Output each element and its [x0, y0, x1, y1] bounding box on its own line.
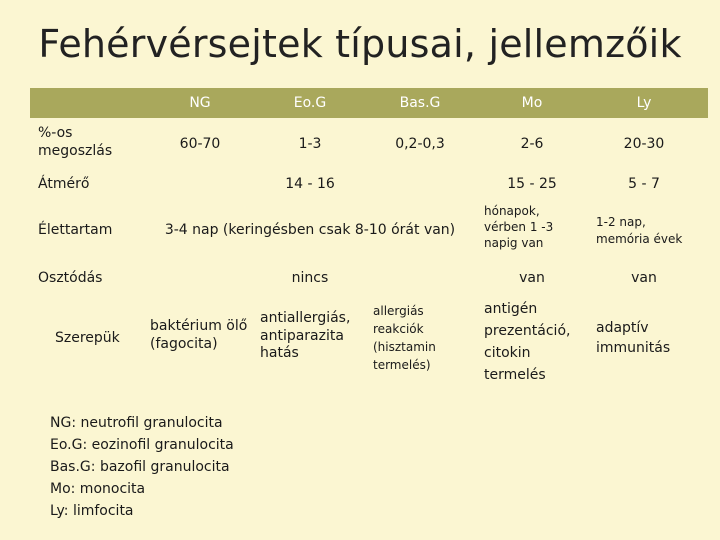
row-label-distribution: %-os megoszlás: [38, 125, 113, 159]
cell-division-ly: van: [631, 270, 657, 286]
cell-role-ly: adaptív immunitás: [596, 320, 671, 356]
legend-item: Mo: monocita: [50, 481, 146, 497]
legend-item: Eo.G: eozinofil granulocita: [50, 437, 234, 453]
abbreviation-legend: [50, 412, 234, 522]
cell-diameter-ly: 5 - 7: [628, 176, 660, 192]
cell-lifespan-mo: hónapok, vérben 1 -3 napig van: [484, 204, 554, 250]
page-title: Fehérvérsejtek típusai, jellemzőik: [38, 22, 682, 66]
cell-role-basg: allergiás reakciók (hisztamin termelés): [373, 304, 436, 372]
cell-role-ng: baktérium ölő (fagocita): [150, 318, 248, 352]
row-label-role: Szerepük: [55, 330, 120, 346]
cell-division-mo: van: [519, 270, 545, 286]
cell-role-eog: antiallergiás, antiparazita hatás: [260, 310, 351, 361]
legend-item: Ly: limfocita: [50, 503, 134, 519]
header-ng: NG: [189, 95, 211, 111]
legend-item: NG: neutrofil granulocita: [50, 415, 223, 431]
row-label-diameter: Átmérő: [38, 176, 90, 192]
row-label-division: Osztódás: [38, 270, 103, 286]
cell-lifespan-ly: 1-2 nap, memória évek: [596, 215, 683, 246]
cell-lifespan-granulocytes: 3-4 nap (keringésben csak 8-10 órát van): [164, 222, 456, 238]
cell-distribution-ng: 60-70: [179, 136, 221, 152]
legend-item: Bas.G: bazofil granulocita: [50, 459, 230, 475]
header-eog: Eo.G: [293, 95, 327, 111]
header-basg: Bas.G: [399, 95, 441, 111]
cell-distribution-eog: 1-3: [298, 136, 322, 152]
row-label-lifespan: Élettartam: [38, 222, 113, 238]
header-ly: Ly: [636, 95, 652, 111]
cell-division-granulocytes: nincs: [291, 270, 329, 286]
cell-distribution-mo: 2-6: [520, 136, 544, 152]
cell-distribution-ly: 20-30: [623, 136, 665, 152]
cell-distribution-basg: 0,2-0,3: [395, 136, 445, 152]
cell-diameter-mo: 15 - 25: [507, 176, 557, 192]
cell-diameter-granulocytes: 14 - 16: [285, 176, 335, 192]
header-mo: Mo: [521, 95, 543, 111]
cell-role-mo: antigén prezentáció, citokin termelés: [484, 301, 571, 383]
